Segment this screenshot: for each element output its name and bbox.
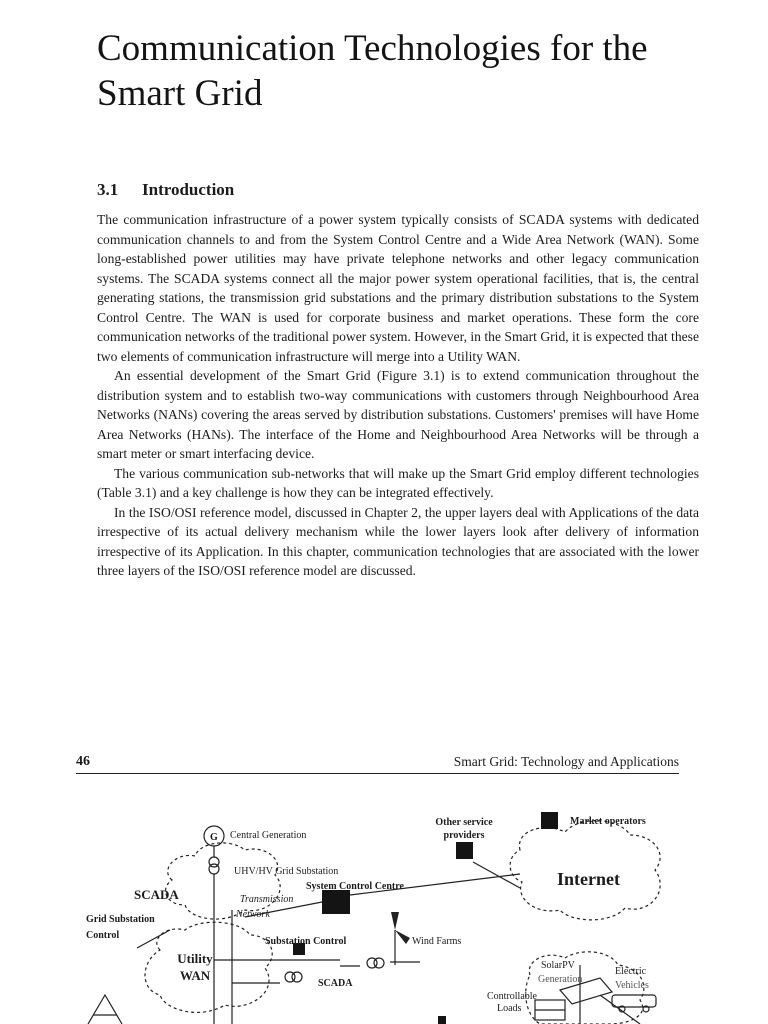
label-central-generation: Central Generation xyxy=(230,830,307,841)
label-controllable: Controllable xyxy=(487,991,537,1002)
label-scada-small: SCADA xyxy=(318,978,353,989)
vehicle-body xyxy=(612,995,656,1007)
label-solar-pv: SolarPV xyxy=(541,960,575,971)
label-internet: Internet xyxy=(557,869,620,889)
service-provider-block xyxy=(456,842,473,859)
label-market-operators: Market operators xyxy=(570,816,646,827)
label-other-service: Other service xyxy=(435,817,493,828)
figure-drawing xyxy=(0,790,768,1024)
section-heading xyxy=(97,180,234,200)
label-uhv-substation: UHV/HV Grid Substation xyxy=(234,866,339,877)
label-vehicles: Vehicles xyxy=(615,980,649,991)
paragraph: The communication infrastructure of a power system typically consists of SCADA systems with dedicated communication channels to and from the System Control Centre and a Wide Area Network (WAN). Some long-established power utilities may have private telephone networks and other legacy communication systems. The SCADA systems connect all the major power system operational facilities, that is, the central generating stations, the transmission grid substations and the primary distribution substations to the System Control Centre. The WAN is used for corporate business and market operations. These form the core communication networks of the traditional power system. However, in the Smart Grid, it is expected that these two elements of communication infrastructure will merge into a Utility WAN. xyxy=(97,212,699,364)
chapter-title: Communication Technologies for the Smart Grid xyxy=(97,28,648,114)
label-grid-substation: Grid Substation xyxy=(86,914,155,925)
smart-grid-figure xyxy=(0,790,768,1024)
label-substation-control: Substation Control xyxy=(265,936,347,947)
paragraph: The various communication sub-networks that will make up the Smart Grid employ different technologies (Table 3.1) and a key challenge is how they can be integrated effectively. xyxy=(97,465,699,500)
label-system-control-centre: System Control Centre xyxy=(306,881,404,892)
page-number: 46 xyxy=(76,754,90,769)
transformer-lower xyxy=(209,864,219,874)
label-electric: Electric xyxy=(615,966,647,977)
label-wind-farms: Wind Farms xyxy=(412,936,462,947)
label-network: Network xyxy=(236,909,270,920)
body-text xyxy=(97,210,699,581)
label-providers: providers xyxy=(443,830,485,841)
label-utility: Utility xyxy=(177,951,213,966)
section-title: Introduction xyxy=(142,180,235,199)
scada-cloud xyxy=(166,843,281,919)
label-generation: Generation xyxy=(538,974,583,985)
generator-symbol: G xyxy=(210,832,218,843)
label-scada: SCADA xyxy=(134,887,179,902)
paragraph: In the ISO/OSI reference model, discussed in Chapter 2, the upper layers deal with Applications of the data irrespective of its actual delivery mechanism while the lower layers look after delivery of information irrespective of its Application. In this chapter, communication technologies that are associated with the lower three layers of the ISO/OSI reference model are discussed. xyxy=(97,504,699,578)
market-operator-block xyxy=(541,812,558,829)
section-number: 3.1 xyxy=(97,180,119,199)
label-transmission: Transmission xyxy=(240,894,294,905)
system-control-centre-block xyxy=(322,890,350,914)
pylon-fragment xyxy=(88,995,122,1024)
running-head: Smart Grid: Technology and Applications xyxy=(453,754,679,769)
load-block xyxy=(438,1016,446,1024)
label-loads: Loads xyxy=(497,1003,522,1014)
label-control: Control xyxy=(86,930,120,941)
paragraph: An essential development of the Smart Grid (Figure 3.1) is to extend communication throughout the distribution system and to establish two-way communications with customers through Neighbourhood Area Networks (NANs) covering the areas served by distribution substations. Customers' premises will have Home Area Networks (HANs). The interface of the Home and Neighbourhood Area Networks will be through a smart meter or smart interfacing device. xyxy=(97,368,699,461)
page-header xyxy=(76,754,679,774)
label-wan: WAN xyxy=(179,968,211,983)
